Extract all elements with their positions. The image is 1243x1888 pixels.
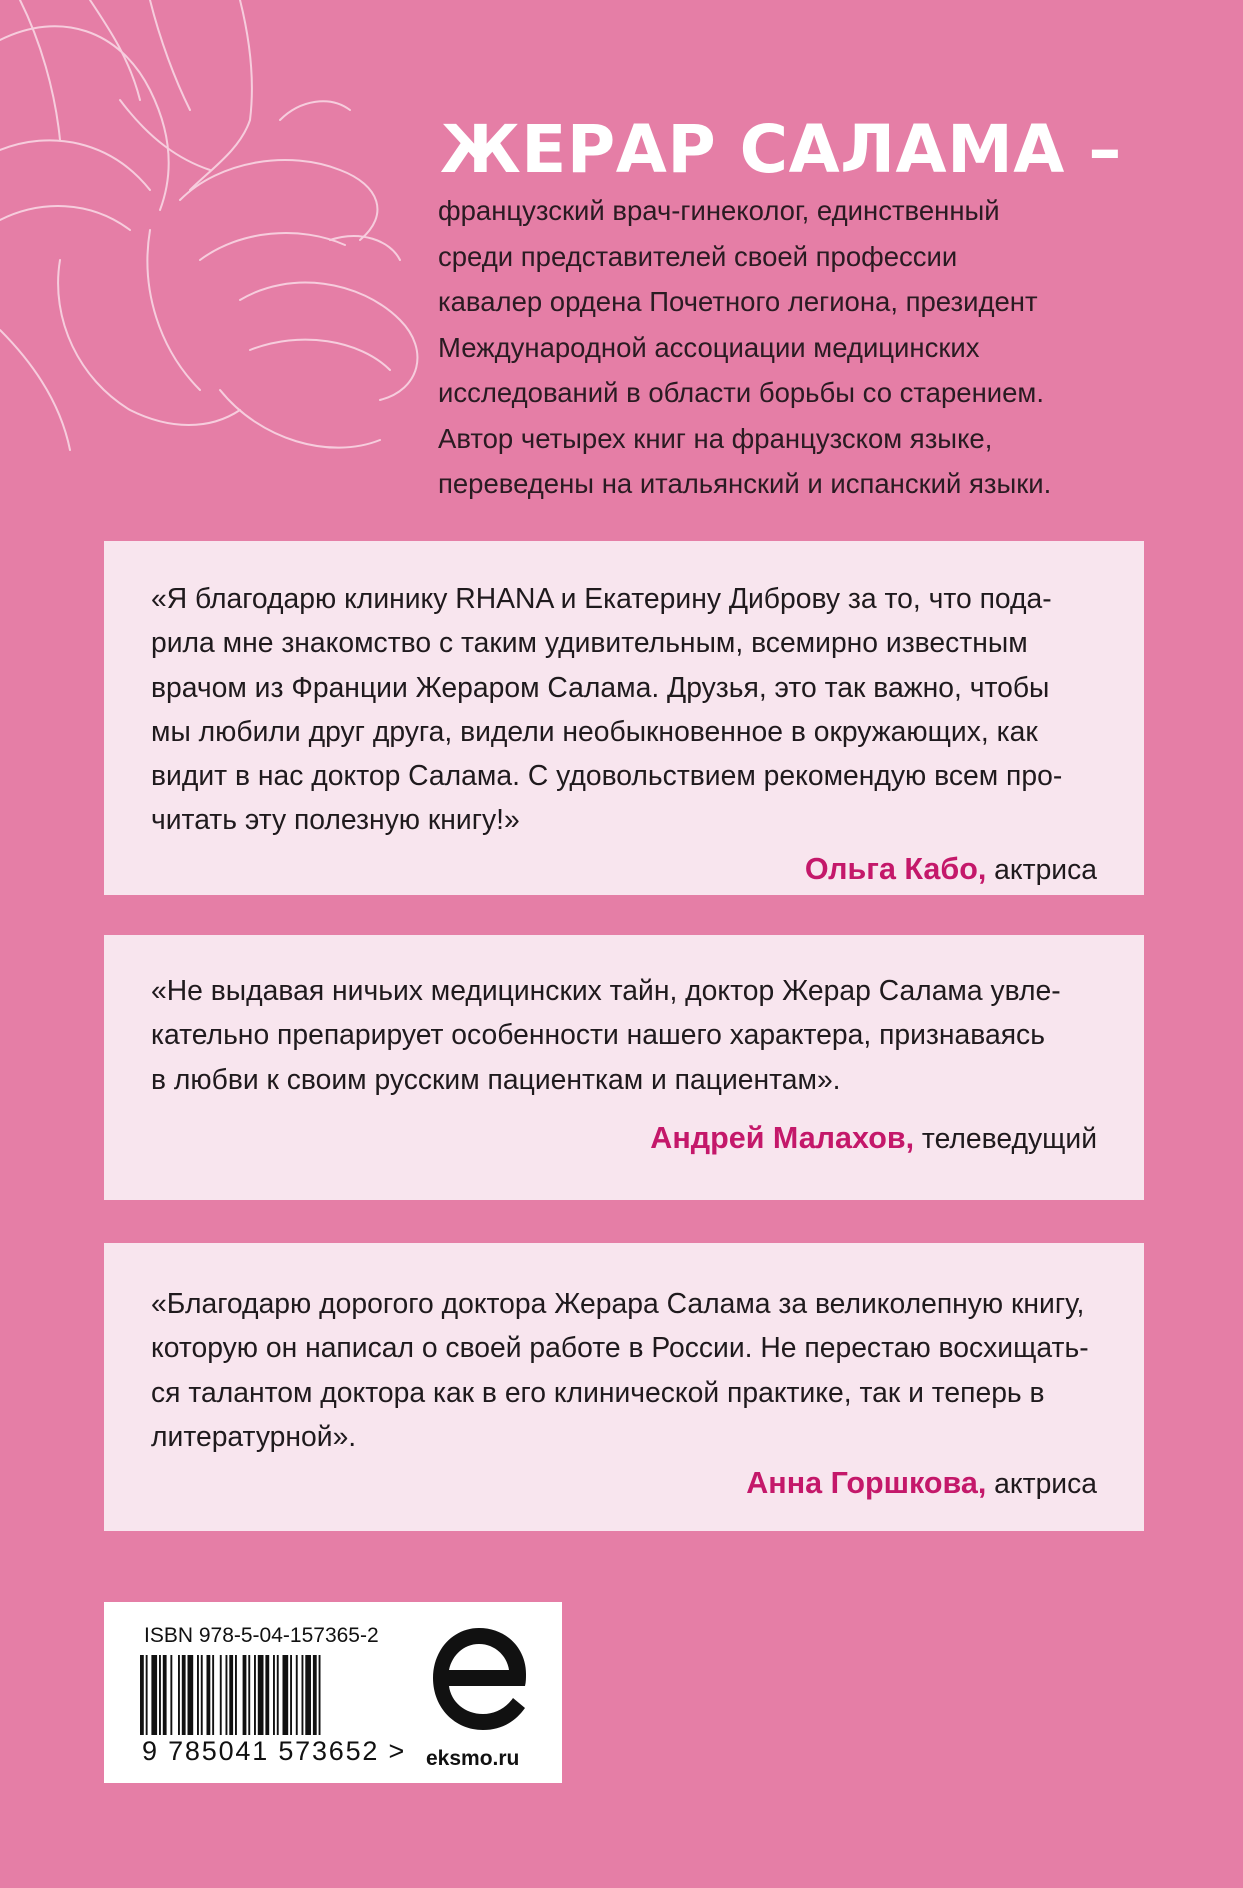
quote-text <box>151 968 1097 1101</box>
quote-author-name: Анна Горшкова, <box>746 1466 987 1501</box>
quote-line: ся талантом доктора как в его клинической практике, так и теперь в <box>151 1375 1045 1408</box>
bio-line: кавалер ордена Почетного легиона, президент <box>438 286 1038 317</box>
quote-author-role: актриса <box>986 1467 1097 1500</box>
quote-card <box>104 541 1144 895</box>
bio-line: исследований в области борьбы со старением. <box>438 377 1044 408</box>
quote-author-role: телеведущий <box>914 1121 1097 1154</box>
quote-line: «Я благодарю клинику RHANA и Екатерину Диброву за то, что пода- <box>151 582 1052 614</box>
bio-line: переведены на итальянский и испанский языки. <box>438 468 1052 499</box>
quote-line: «Благодарю дорогого доктора Жерара Салама за великолепную книгу, <box>151 1287 1085 1319</box>
quote-line: литературной». <box>151 1419 357 1452</box>
author-bio <box>438 188 1198 507</box>
barcode-digits: 9 785041 573652 > <box>142 1736 407 1766</box>
quote-line: которую он написал о своей работе в России. Не перестаю восхищать- <box>151 1331 1089 1364</box>
quote-line: мы любили друг друга, видели необыкновенное в окружающих, как <box>151 714 1038 747</box>
isbn-label: ISBN 978-5-04-157365-2 <box>144 1624 379 1647</box>
bio-line: среди представителей своей профессии <box>438 240 958 272</box>
bio-line: Международной ассоциации медицинских <box>438 331 980 363</box>
bio-line: французский врач-гинеколог, единственный <box>438 195 1000 226</box>
quote-author-name: Андрей Малахов, <box>650 1120 915 1155</box>
quote-text <box>151 576 1097 842</box>
quote-author-name: Ольга Кабо, <box>804 851 987 886</box>
quote-line: рила мне знакомство с таким удивительным, всемирно известным <box>151 626 1028 659</box>
quote-line: врачом из Франции Жераром Салама. Друзья, это так важно, чтобы <box>151 670 1050 703</box>
quote-line: читать эту полезную книгу!» <box>151 803 520 836</box>
eksmo-logo-icon <box>427 1624 531 1736</box>
quote-line: «Не выдавая ничьих медицинских тайн, доктор Жерар Салама увле- <box>151 974 1061 1006</box>
author-title: ЖЕРАР САЛАМА – <box>440 111 1122 188</box>
quote-card <box>104 1243 1144 1531</box>
publisher-url: eksmo.ru <box>426 1747 520 1770</box>
quote-attribution <box>151 1121 1097 1156</box>
quote-text <box>151 1281 1097 1458</box>
quote-author-role: актриса <box>986 852 1097 885</box>
quote-line: в любви к своим русским пациенткам и пациентам». <box>151 1062 841 1095</box>
barcode-icon <box>140 1655 380 1741</box>
barcode-panel <box>104 1602 562 1783</box>
quote-line: видит в нас доктор Салама. С удовольствием рекомендую всем про- <box>151 759 1063 792</box>
quote-line: кательно препарирует особенности нашего характера, признаваясь <box>151 1018 1045 1051</box>
quote-attribution <box>151 852 1097 887</box>
bio-line: Автор четырех книг на французском языке, <box>438 422 993 454</box>
quote-attribution <box>151 1466 1097 1501</box>
quote-card <box>104 935 1144 1200</box>
